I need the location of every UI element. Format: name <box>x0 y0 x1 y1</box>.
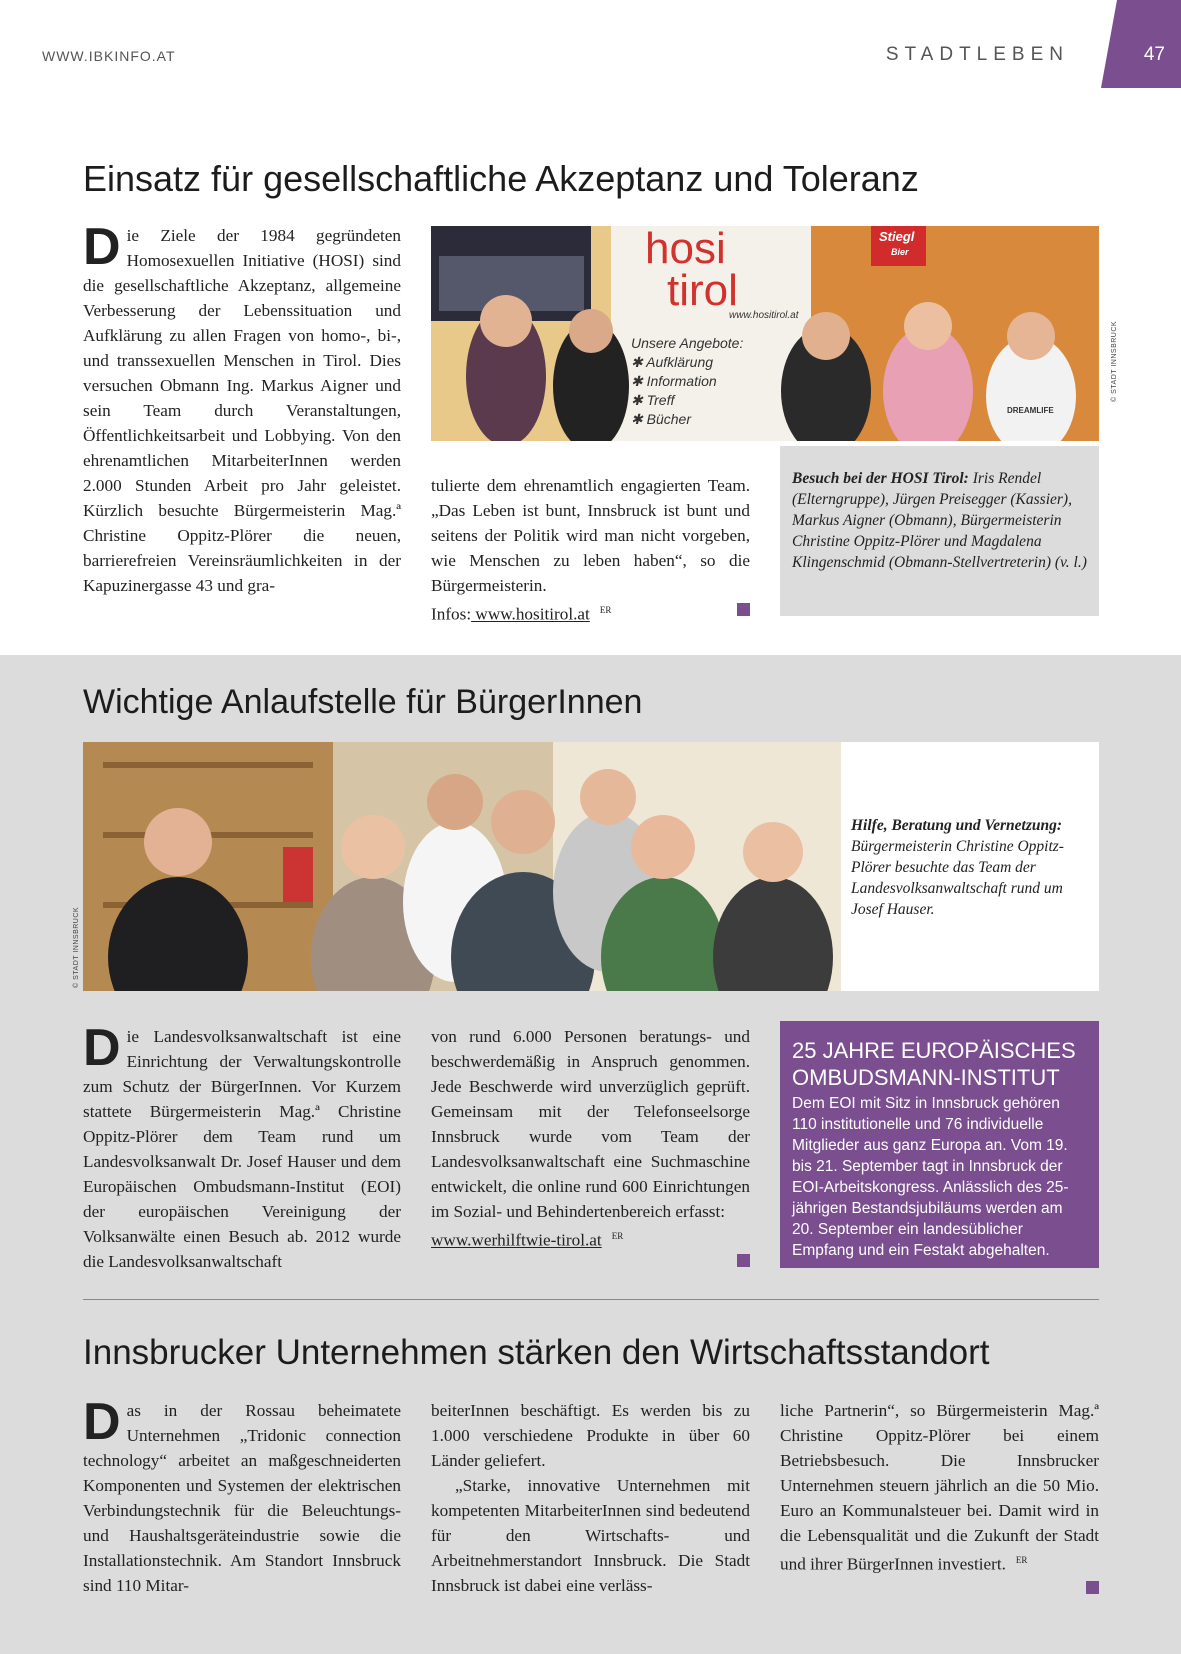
article1-column-2 <box>431 473 750 627</box>
article2-column-1 <box>83 1019 401 1274</box>
article1-photo <box>431 226 1099 441</box>
photo-sign-text: hosi tirol <box>645 226 738 315</box>
photo-shirt-text: DREAMLIFE <box>1007 406 1054 415</box>
article3-col2-paragraph-1: beiterInnen beschäftigt. Es werden bis zu 1.000 verschiedene Produkte in über 60 Länder geliefert. <box>431 1401 750 1470</box>
end-mark <box>737 603 750 616</box>
article1-column-1 <box>83 218 401 598</box>
article2-col1-text: ie Landesvolksanwaltschaft ist eine Einrichtung der Verwaltungskontrolle zum Schutz der BürgerInnen. Vor Kurzem stattete Bürgermeisterin Mag.ª Christine Oppitz-Plörer dem Team rund um Landesvolksanwalt Dr. Josef Hauser und dem Europäischen Ombudsmann-Institut (EOI) der europäischen Vereinigung der Volksanwälte einen Besuch ab. 2012 wurde die Landesvolksanwaltschaft <box>83 1027 401 1271</box>
article3-title: Innsbrucker Unternehmen stärken den Wirtschaftsstandort <box>83 1333 990 1372</box>
article2-title: Wichtige Anlaufstelle für BürgerInnen <box>83 683 643 721</box>
caption-bold: Besuch bei der HOSI Tirol: <box>792 470 969 487</box>
article1-title: Einsatz für gesellschaftliche Akzeptanz und Toleranz <box>83 158 919 199</box>
caption-text: Iris Rendel (Elterngruppe), Jürgen Preisegger (Kassier), Markus Aigner (Obmann), Bürgermeisterin Christine Oppitz-Plörer und Magdalena Klingenschmid (Obmann-Stellvertreterin) (v. l.) <box>792 470 1087 571</box>
werhilftwie-link[interactable]: www.werhilftwie-tirol.at <box>431 1230 602 1250</box>
photo-sign-url: www.hositirol.at <box>729 310 799 321</box>
drop-cap: D <box>83 1019 121 1077</box>
photo-credit: © STADT INNSBRUCK <box>73 906 80 988</box>
article3-col2-paragraph-2: „Starke, innovative Unternehmen mit kompetenten MitarbeiterInnen sind bedeutend für den Wirtschafts- und Arbeitnehmerstandort Innsbruck. Die Stadt Innsbruck ist dabei eine verläss- <box>431 1476 750 1595</box>
article1-col2-text: tulierte dem ehrenamtlich engagierten Team. „Das Leben ist bunt, Innsbruck ist bunt und seitens der Politik wird man nicht vorgeben, wie Menschen zu leben haben“, so die Bürgermeisterin. <box>431 476 750 595</box>
article3-column-2 <box>431 1398 750 1598</box>
article2-photo <box>83 742 841 991</box>
article3-column-1 <box>83 1393 401 1598</box>
photo-credit: © STADT INNSBRUCK <box>1111 320 1118 402</box>
article2-photo-caption <box>841 742 1099 991</box>
article3-col1-text: as in der Rossau beheimatete Unternehmen „Tridonic connection technology“ arbeitet an maßgeschneiderten Komponenten und Systemen der elektrischen Verbindungstechnik für die Beleuchtungs- und Haushaltsgeräteindustrie sowie die Installationstechnik. Am Standort Innsbruck sind 110 Mitar- <box>83 1401 401 1595</box>
eoi-box-text: Dem EOI mit Sitz in Innsbruck gehören 110 institutionelle und 76 individuelle Mitglieder aus ganz Europa an. Vom 19. bis 21. September tagt in Innsbruck der EOI-Arbeitskongress. Anlässlich des 25-jährigen Bestandsjubiläums werden am 20. September ein landesüblicher Empfang und ein Festakt abgehalten. <box>792 1095 1069 1259</box>
end-mark <box>1086 1581 1099 1594</box>
caption-bold: Hilfe, Beratung und Vernetzung: <box>851 817 1063 834</box>
article1-photo-caption <box>780 446 1099 616</box>
photo-beer-sign: Stiegl Bier <box>879 229 915 257</box>
section-divider <box>83 1299 1099 1300</box>
drop-cap: D <box>83 218 121 276</box>
drop-cap: D <box>83 1393 121 1451</box>
page-number: 47 <box>1143 44 1165 65</box>
author-initials: ER <box>599 605 612 615</box>
article2-col2-text: von rund 6.000 Personen beratungs- und beschwerdemäßig in Anspruch genommen. Jede Beschwerde wird unverzüglich geprüft. Gemeinsam mit der Telefonseelsorge Innsbruck wurde vom Team der Landesvolksanwaltschaft eine Suchmaschine entwickelt, die online rund 600 Einrichtungen im Sozial- und Behindertenbereich erfasst: <box>431 1027 750 1221</box>
article2-column-2 <box>431 1024 750 1253</box>
section-label: STADTLEBEN <box>885 44 1069 65</box>
article3-column-3 <box>780 1398 1099 1577</box>
caption-text: Bürgermeisterin Christine Oppitz-Plörer besuchte das Team der Landesvolksanwaltschaft rund um Josef Hauser. <box>851 838 1064 918</box>
page-number-tab <box>1101 0 1181 88</box>
eoi-info-box <box>780 1021 1099 1268</box>
author-initials: ER <box>611 1231 624 1241</box>
website-url[interactable]: WWW.IBKINFO.AT <box>42 48 176 64</box>
article3-col3-text: liche Partnerin“, so Bürgermeisterin Mag.ª Christine Oppitz-Plörer bei einem Betriebsbesuch. Die Innsbrucker Unternehmen steuern jährlich an die 50 Mio. Euro an Kommunalsteuer bei. Damit wird in die Lebensqualität und die Zukunft der Stadt und ihrer BürgerInnen investiert. <box>780 1401 1099 1574</box>
eoi-box-title: 25 JAHRE EUROPÄISCHES OMBUDSMANN-INSTITUT <box>792 1038 1076 1090</box>
author-initials: ER <box>1015 1555 1028 1565</box>
photo-whiteboard: Unsere Angebote: ✱ Aufklärung ✱ Information ✱ Treff ✱ Bücher <box>631 335 744 427</box>
infos-label: Infos: <box>431 604 472 624</box>
end-mark <box>737 1254 750 1267</box>
article1-col1-text: ie Ziele der 1984 gegründeten Homosexuellen Initiative (HOSI) sind die gesellschaftliche Akzeptanz, allgemeine Verbesserung der Lebenssituation und Aufklärung zu allen Fragen von homo-, bi-, und transsexuellen Menschen in Tirol. Dies versuchen Obmann Ing. Markus Aigner und sein Team durch Veranstaltungen, Öffentlichkeitsarbeit und Lobbying. Von den ehrenamtlichen MitarbeiterInnen werden 2.000 Stunden Arbeit pro Jahr geleistet. Kürzlich besuchte Bürgermeisterin Mag.ª Christine Oppitz-Plörer die neuen, barrierefreien Vereinsräumlichkeiten in der Kapuzinergasse 43 und gra- <box>83 226 401 595</box>
hositirol-link[interactable]: www.hositirol.at <box>471 604 590 624</box>
